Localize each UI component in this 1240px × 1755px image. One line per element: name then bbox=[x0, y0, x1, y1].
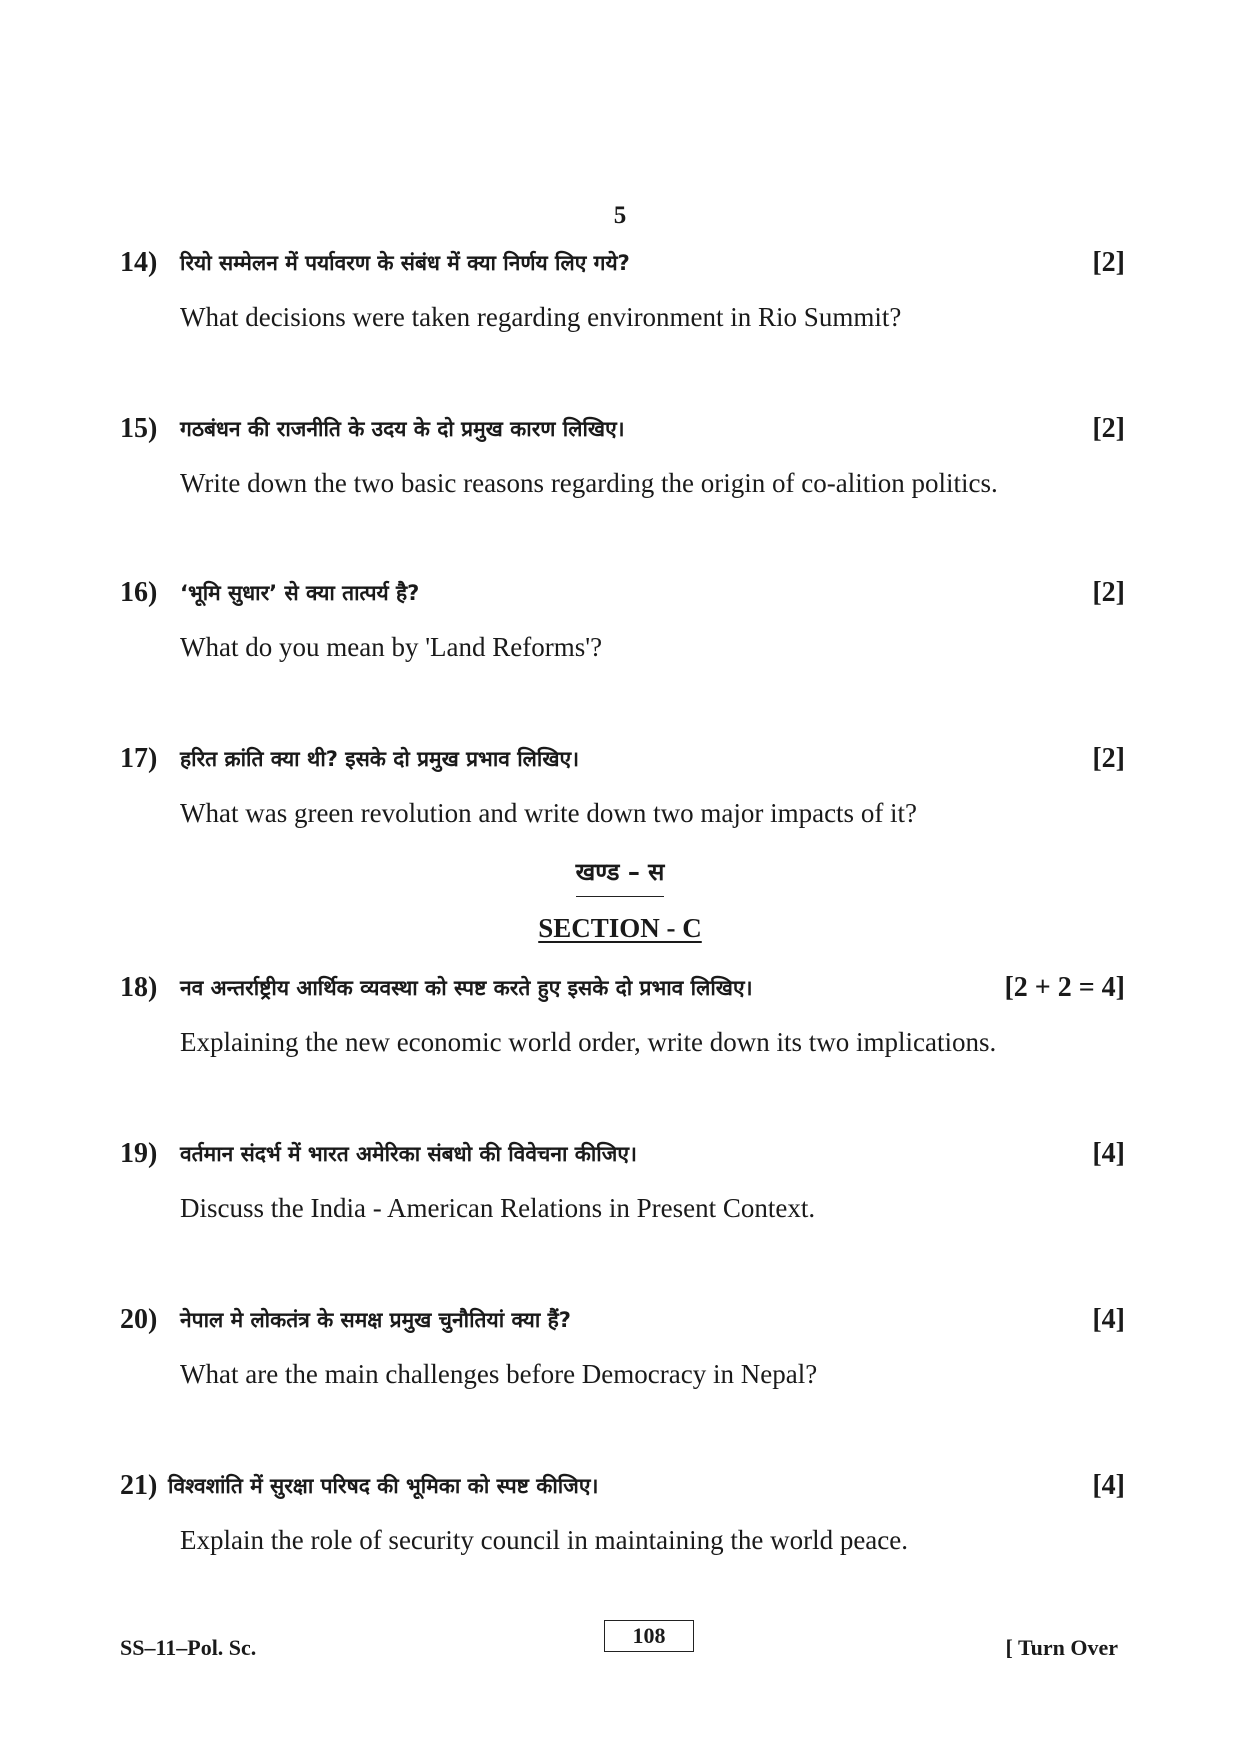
question-hindi-text: गठबंधन की राजनीति के उदय के दो प्रमुख कारण लिखिए। bbox=[180, 417, 625, 441]
question-16 bbox=[120, 577, 1125, 663]
question-18 bbox=[120, 972, 1125, 1058]
page-number: 5 bbox=[613, 202, 627, 229]
question-number: 17) bbox=[120, 743, 158, 774]
question-hindi-text: नेपाल मे लोकतंत्र के समक्ष प्रमुख चुनौतियां क्या हैं? bbox=[180, 1308, 571, 1332]
question-14 bbox=[120, 247, 1125, 333]
question-marks: [4] bbox=[1092, 1470, 1125, 1501]
question-hindi-text: विश्वशांति में सुरक्षा परिषद की भूमिका को स्पष्ट कीजिए। bbox=[168, 1474, 599, 1498]
question-number: 21) bbox=[120, 1470, 158, 1501]
question-english-text: Explain the role of security council in maintaining the world peace. bbox=[180, 1525, 909, 1555]
turn-over-label: [ Turn Over bbox=[1005, 1635, 1118, 1660]
question-15 bbox=[120, 413, 1125, 499]
question-hindi-text: हरित क्रांति क्या थी? इसके दो प्रमुख प्रभाव लिखिए। bbox=[180, 747, 580, 771]
question-english-text: What decisions were taken regarding environment in Rio Summit? bbox=[180, 302, 902, 332]
question-20 bbox=[120, 1304, 1125, 1390]
section-heading bbox=[0, 913, 1240, 944]
question-19 bbox=[120, 1138, 1125, 1224]
question-number: 15) bbox=[120, 413, 158, 444]
question-english-text: What do you mean by 'Land Reforms'? bbox=[180, 632, 603, 662]
question-number: 16) bbox=[120, 577, 158, 608]
paper-code: SS–11–Pol. Sc. bbox=[120, 1635, 257, 1660]
question-marks: [2] bbox=[1092, 577, 1125, 608]
question-marks: [2] bbox=[1092, 743, 1125, 774]
section-heading-text: SECTION - C bbox=[538, 913, 702, 943]
section-heading-hindi-text: खण्ड – स bbox=[576, 855, 665, 897]
question-marks: [2 + 2 = 4] bbox=[1004, 972, 1125, 1003]
question-marks: [2] bbox=[1092, 413, 1125, 444]
question-hindi-text: वर्तमान संदर्भ में भारत अमेरिका संबधो की विवेचना कीजिए। bbox=[180, 1142, 637, 1166]
question-number: 20) bbox=[120, 1304, 158, 1335]
question-number: 14) bbox=[120, 247, 158, 278]
page-number-box: 108 bbox=[604, 1620, 694, 1652]
section-heading-hindi bbox=[0, 855, 1240, 897]
question-english-text: Explaining the new economic world order, write down its two implications. bbox=[180, 1027, 997, 1057]
question-marks: [4] bbox=[1092, 1138, 1125, 1169]
question-marks: [2] bbox=[1092, 247, 1125, 278]
question-english-text: What are the main challenges before Democracy in Nepal? bbox=[180, 1359, 818, 1389]
question-marks: [4] bbox=[1092, 1304, 1125, 1335]
question-number: 19) bbox=[120, 1138, 158, 1169]
question-hindi-text: रियो सम्मेलन में पर्यावरण के संबंध में क्या निर्णय लिए गये? bbox=[180, 251, 630, 275]
question-english-text: Write down the two basic reasons regarding the origin of co-alition politics. bbox=[180, 468, 998, 498]
question-21 bbox=[120, 1470, 1125, 1556]
question-hindi-text: ‘भूमि सुधार’ से क्या तात्पर्य है? bbox=[180, 581, 420, 605]
question-hindi-text: नव अन्तर्राष्ट्रीय आर्थिक व्यवस्था को स्पष्ट करते हुए इसके दो प्रभाव लिखिए। bbox=[180, 976, 753, 1000]
question-english-text: Discuss the India - American Relations in Present Context. bbox=[180, 1193, 816, 1223]
question-english-text: What was green revolution and write down two major impacts of it? bbox=[180, 798, 918, 828]
question-17 bbox=[120, 743, 1125, 829]
question-number: 18) bbox=[120, 972, 158, 1003]
